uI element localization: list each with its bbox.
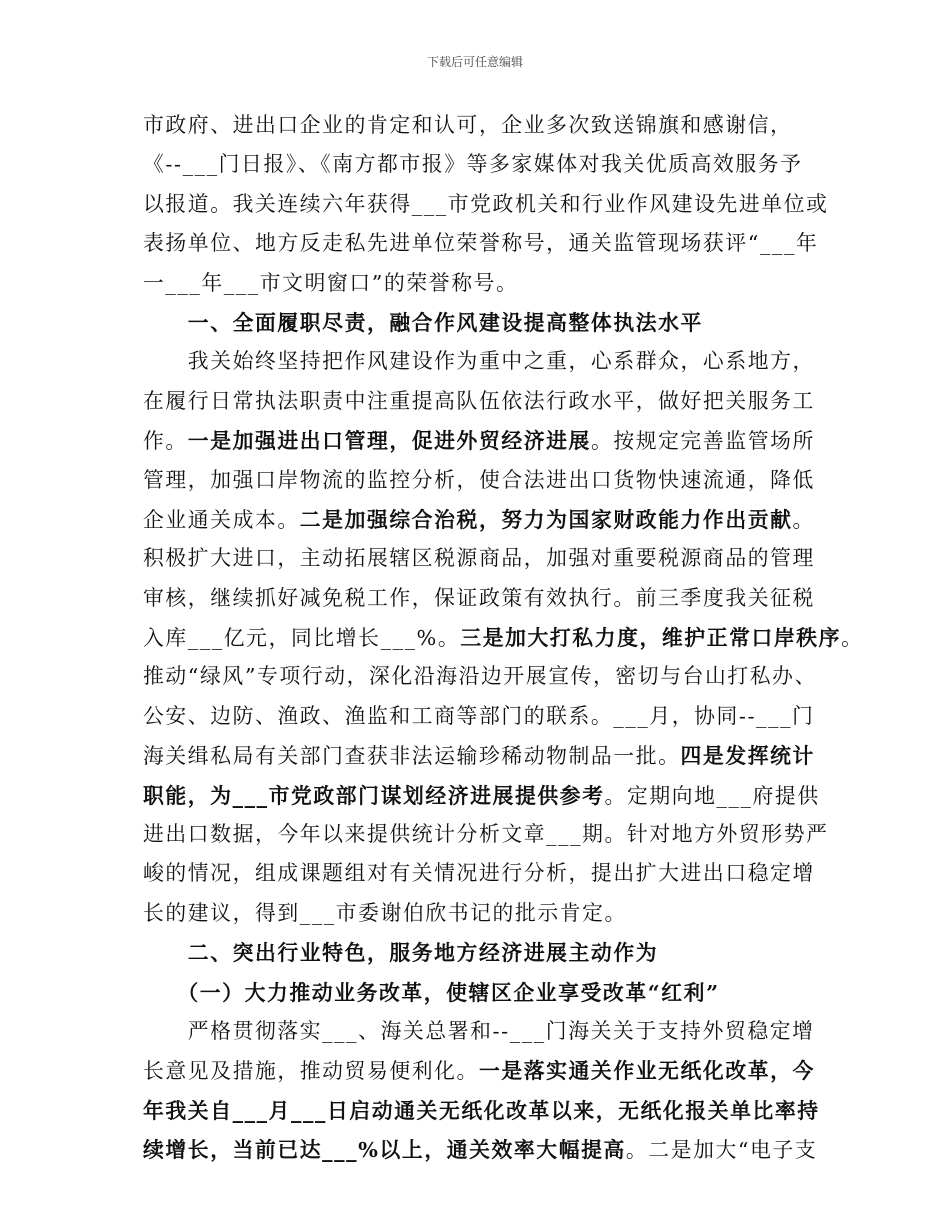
bold-text-segment: 续增长，当前已达___%以上，通关效率大幅提高 [143,1137,626,1163]
text-line [143,657,827,696]
text-line [143,421,827,460]
text-segment: 。定期向地___府提供 [604,783,820,808]
text-line [143,539,827,578]
text-line [143,461,827,500]
text-segment: 。 [792,507,815,532]
text-line [143,342,827,381]
document-body [143,106,864,1170]
text-segment: 海关缉私局有关部门查获非法运输珍稀动物制品一批。 [143,744,681,769]
text-line [143,1012,827,1051]
text-line [143,736,827,775]
page-header: 下载后可任意编辑 [426,55,523,69]
text-segment: 峻的情况，组成课题组对有关情况进行分析，提出扩大进出口稳定增 [143,861,815,886]
bold-text-segment: 年我关自___月___日启动通关无纸化改革以来，无纸化报关单比率持 [143,1097,820,1123]
text-segment: 。按规定完善监管场所 [590,429,815,454]
bold-text-segment: （一）大力推动业务改革，使辖区企业享受改革“红利” [143,979,720,1005]
text-segment: 管理，加强口岸物流的监控分析，使合法进出口货物快速流通，降低 [143,467,815,492]
text-line [143,264,827,303]
bold-text-segment: 四是发挥统计 [680,743,815,769]
text-line [143,618,864,657]
text-segment: 推动“绿风”专项行动，深化沿海沿边开展宣传，密切与台山打私办、 [143,664,817,689]
text-line [143,500,827,539]
text-segment: 长的建议，得到___市委谢伯欣书记的批示肯定。 [143,900,627,925]
text-line [143,382,827,421]
bold-text-segment: 二是加强综合治税，努力为国家财政能力作出贡献 [299,506,793,532]
text-segment: 表扬单位、地方反走私先进单位荣誉称号，通关监管现场获评“___年 [143,231,819,256]
text-segment: 严格贯彻落实___、海关总署和--___门海关关于支持外贸稳定增 [143,1018,815,1043]
text-line [143,185,827,224]
bold-text-segment: 一、全面履职尽责，融合作风建设提高整体执法水平 [143,309,703,335]
text-segment: 。二是加大“电子支 [625,1138,818,1163]
text-line [143,106,827,145]
text-segment: 进出口数据，今年以来提供统计分析文章___期。针对地方外贸形势严 [143,822,829,847]
text-line [143,1091,827,1130]
text-line [143,815,827,854]
text-line [143,697,827,736]
text-line [143,1051,827,1090]
text-segment: 公安、边防、渔政、渔监和工商等部门的联系。___月，协同--___门 [143,703,815,728]
text-line [143,145,827,184]
bold-text-segment: 二、突出行业特色，服务地方经济进展主动作为 [143,940,659,966]
bold-text-segment: 一是落实通关作业无纸化改革，今 [478,1058,815,1084]
text-line [143,854,827,893]
text-segment: 我关始终坚持把作风建设作为重中之重，心系群众，心系地方， [143,349,815,374]
text-line [143,579,827,618]
text-segment: 。 [841,626,864,651]
text-segment: 一___年___市文明窗口”的荣誉称号。 [143,270,519,295]
bold-text-segment: 职能，为___市党政部门谋划经济进展提供参考 [143,782,605,808]
text-segment: 入库___亿元，同比增长___%。 [143,626,461,651]
text-line [143,894,827,933]
text-segment: 作。 [143,429,188,454]
text-line [143,303,827,342]
text-segment: 积极扩大进口，主动拓展辖区税源商品，加强对重要税源商品的管理 [143,546,815,571]
text-line [143,1130,827,1169]
text-segment: 在履行日常执法职责中注重提高队伍依法行政水平，做好把关服务工 [143,388,815,413]
text-segment: 市政府、进出口企业的肯定和认可，企业多次致送锦旗和感谢信， [143,113,793,137]
text-line [143,973,827,1012]
text-segment: 企业通关成本。 [143,507,300,532]
text-line [143,224,827,263]
text-segment: 审核，继续抓好减免税工作，保证政策有效执行。前三季度我关征税 [143,585,815,610]
bold-text-segment: 一是加强进出口管理，促进外贸经济进展 [187,428,591,454]
bold-text-segment: 三是加大打私力度，维护正常口岸秩序 [460,625,842,651]
text-line [143,933,827,972]
text-line [143,776,827,815]
text-segment: 长意见及措施，推动贸易便利化。 [143,1059,479,1084]
text-segment: 以报道。我关连续六年获得___市党政机关和行业作风建设先进单位或 [143,191,829,216]
text-segment: 《--___门日报》、《南方都市报》等多家媒体对我关优质高效服务予 [143,152,803,177]
